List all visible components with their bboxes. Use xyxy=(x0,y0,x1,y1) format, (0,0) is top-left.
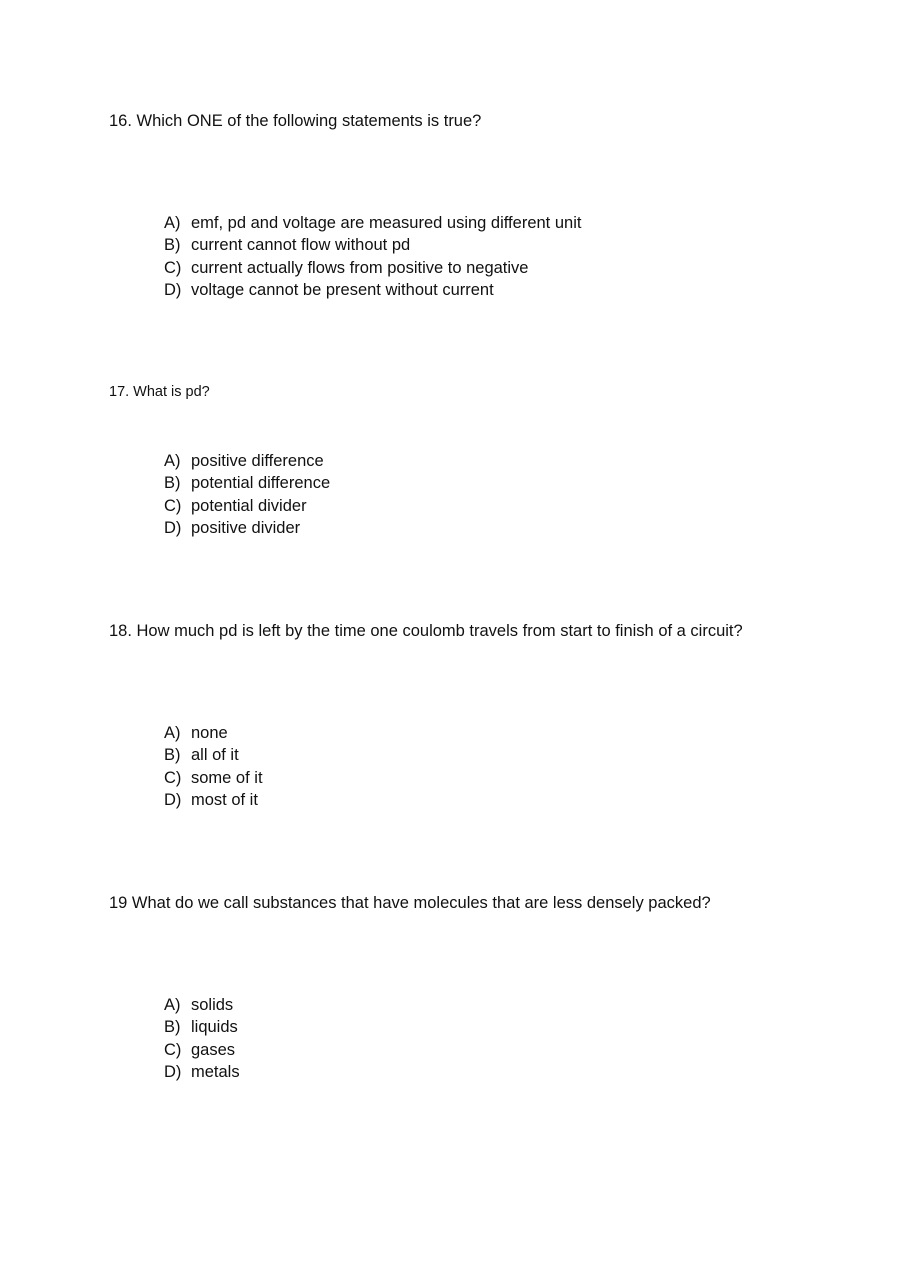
option-letter: D) xyxy=(164,1062,182,1081)
question-18-text: 18. How much pd is left by the time one coulomb travels from start to finish of a circuit? xyxy=(109,622,743,640)
question-16-options xyxy=(164,212,581,301)
option-letter: A) xyxy=(164,214,181,232)
option-a xyxy=(164,212,581,234)
option-c xyxy=(164,257,581,279)
option-letter: B) xyxy=(164,1018,181,1037)
option-letter: C) xyxy=(164,496,182,515)
option-c xyxy=(164,495,330,517)
question-17-text: 17. What is pd? xyxy=(109,384,210,400)
option-text: metals xyxy=(191,1062,240,1081)
option-a xyxy=(164,722,263,744)
option-text: liquids xyxy=(191,1018,238,1037)
option-c xyxy=(164,1039,240,1061)
option-d xyxy=(164,517,330,539)
option-letter: D) xyxy=(164,518,182,537)
question-19-options xyxy=(164,994,240,1083)
question-17-options xyxy=(164,450,330,539)
option-text: potential difference xyxy=(191,474,331,493)
question-19-text: 19 What do we call substances that have molecules that are less densely packed? xyxy=(109,894,711,912)
option-text: solids xyxy=(191,996,234,1014)
option-b xyxy=(164,1016,240,1038)
option-letter: C) xyxy=(164,1040,182,1059)
question-16-text: 16. Which ONE of the following statements is true? xyxy=(109,112,482,130)
option-d xyxy=(164,1061,240,1083)
option-letter: C) xyxy=(164,258,182,277)
option-text: current actually flows from positive to negative xyxy=(191,258,529,277)
option-a xyxy=(164,450,330,472)
option-letter: B) xyxy=(164,746,181,765)
option-text: positive difference xyxy=(191,452,324,470)
option-text: some of it xyxy=(191,768,263,787)
option-text: none xyxy=(191,724,228,742)
option-text: gases xyxy=(191,1040,236,1059)
option-letter: D) xyxy=(164,280,182,299)
option-text: current cannot flow without pd xyxy=(191,236,411,255)
option-b xyxy=(164,744,263,766)
option-text: voltage cannot be present without current xyxy=(191,280,494,299)
option-text: positive divider xyxy=(191,518,301,537)
option-c xyxy=(164,767,263,789)
option-text: potential divider xyxy=(191,496,307,515)
option-letter: D) xyxy=(164,790,182,809)
option-letter: C) xyxy=(164,768,182,787)
option-b xyxy=(164,234,581,256)
question-18-options xyxy=(164,722,263,811)
option-letter: A) xyxy=(164,452,181,470)
option-letter: B) xyxy=(164,474,181,493)
option-d xyxy=(164,279,581,301)
option-text: all of it xyxy=(191,746,239,765)
option-text: most of it xyxy=(191,790,258,809)
option-letter: A) xyxy=(164,996,181,1014)
option-b xyxy=(164,472,330,494)
option-text: emf, pd and voltage are measured using different unit xyxy=(191,214,582,232)
option-a xyxy=(164,994,240,1016)
option-letter: A) xyxy=(164,724,181,742)
option-d xyxy=(164,789,263,811)
option-letter: B) xyxy=(164,236,181,255)
